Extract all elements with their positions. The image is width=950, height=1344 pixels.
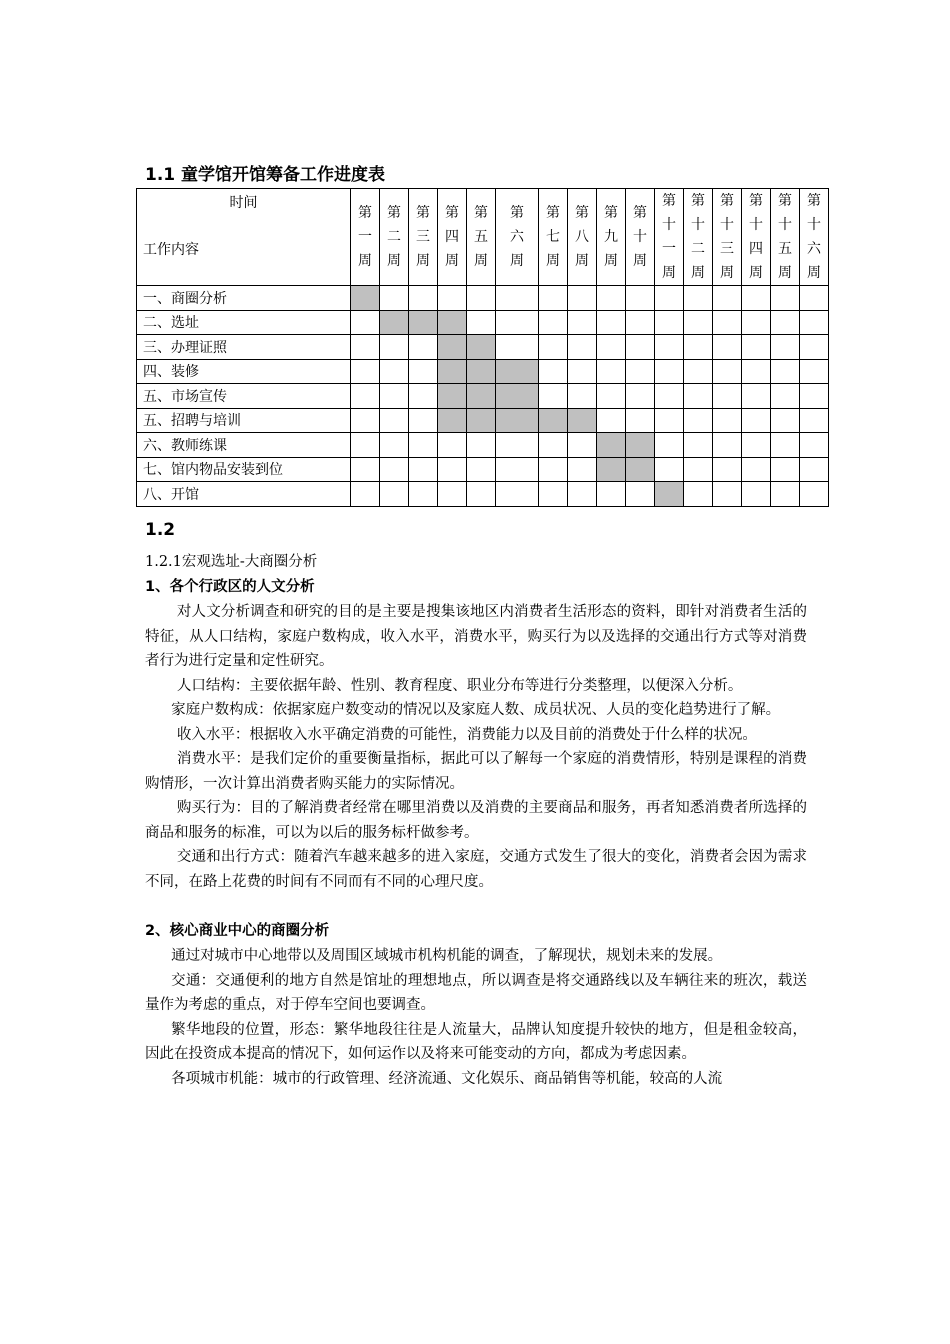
schedule-empty-cell [568,433,597,458]
schedule-bar-cell [467,359,496,384]
schedule-empty-cell [655,335,684,360]
schedule-bar-cell [438,310,467,335]
schedule-empty-cell [742,433,771,458]
task-row [137,286,829,311]
schedule-bar-cell [496,408,539,433]
schedule-empty-cell [409,433,438,458]
week-header-16 [800,189,829,286]
schedule-empty-cell [684,310,713,335]
schedule-empty-cell [496,482,539,507]
schedule-empty-cell [467,457,496,482]
schedule-empty-cell [351,457,380,482]
week-label: 第十五周 [778,193,792,281]
schedule-empty-cell [713,457,742,482]
schedule-empty-cell [380,482,409,507]
task-name: 五、招聘与培训 [137,408,351,433]
schedule-empty-cell [800,457,829,482]
schedule-empty-cell [568,482,597,507]
schedule-bar-cell [409,310,438,335]
schedule-empty-cell [684,384,713,409]
schedule-empty-cell [626,482,655,507]
task-row [137,384,829,409]
paragraph: 家庭户数构成：依据家庭户数变动的情况以及家庭人数、成员状况、人员的变化趋势进行了解。 [171,702,781,718]
task-name: 八、开馆 [137,482,351,507]
schedule-empty-cell [467,433,496,458]
week-header-15 [771,189,800,286]
paragraph: 人口结构：主要依据年龄、性别、教育程度、职业分布等进行分类整理，以便深入分析。 [176,677,743,694]
schedule-empty-cell [380,457,409,482]
schedule-bar-cell [597,433,626,458]
table-header-row [137,189,829,286]
schedule-empty-cell [655,433,684,458]
schedule-empty-cell [713,482,742,507]
week-header-7 [539,189,568,286]
week-label: 第十周 [633,205,647,269]
spacer [145,894,807,919]
week-label: 第三周 [416,205,430,269]
schedule-empty-cell [800,286,829,311]
schedule-empty-cell [409,384,438,409]
schedule-empty-cell [684,433,713,458]
week-label: 第十四周 [749,193,763,281]
schedule-empty-cell [597,359,626,384]
week-header-12 [684,189,713,286]
schedule-empty-cell [742,384,771,409]
schedule-empty-cell [655,286,684,311]
task-row [137,359,829,384]
schedule-empty-cell [539,335,568,360]
week-label: 第十二周 [691,193,705,281]
schedule-empty-cell [684,482,713,507]
schedule-empty-cell [351,335,380,360]
schedule-empty-cell [568,286,597,311]
corner-header-cell [137,189,351,286]
schedule-empty-cell [539,384,568,409]
schedule-empty-cell [771,286,800,311]
schedule-empty-cell [539,310,568,335]
schedule-empty-cell [438,286,467,311]
schedule-empty-cell [684,408,713,433]
task-name: 一、商圈分析 [137,286,351,311]
task-name: 二、选址 [137,310,351,335]
paragraph: 交通和出行方式：随着汽车越来越多的进入家庭，交通方式发生了很大的变化，消费者会因为需求不同，在路上花费的时间有不同而有不同的心理尺度。 [145,849,807,890]
schedule-empty-cell [655,408,684,433]
schedule-empty-cell [539,286,568,311]
schedule-empty-cell [800,335,829,360]
schedule-empty-cell [568,335,597,360]
schedule-empty-cell [771,384,800,409]
task-row [137,433,829,458]
schedule-empty-cell [626,335,655,360]
schedule-empty-cell [626,310,655,335]
part2-heading: 2、核心商业中心的商圈分析 [145,923,330,939]
schedule-empty-cell [684,457,713,482]
schedule-empty-cell [655,457,684,482]
section-heading: 1.2 [145,520,176,540]
week-label: 第六周 [510,205,524,269]
schedule-empty-cell [380,384,409,409]
schedule-bar-cell [438,408,467,433]
schedule-empty-cell [655,359,684,384]
schedule-empty-cell [713,433,742,458]
week-header-1 [351,189,380,286]
week-label: 第七周 [546,205,560,269]
week-header-2 [380,189,409,286]
schedule-bar-cell [351,286,380,311]
schedule-empty-cell [713,359,742,384]
schedule-empty-cell [409,335,438,360]
schedule-empty-cell [496,335,539,360]
schedule-empty-cell [467,482,496,507]
part1-heading: 1、各个行政区的人文分析 [145,579,315,595]
schedule-empty-cell [409,286,438,311]
week-header-4 [438,189,467,286]
paragraph: 通过对城市中心地带以及周围区域城市机构机能的调查，了解现状，规划未来的发展。 [171,948,723,964]
schedule-bar-cell [467,384,496,409]
schedule-empty-cell [467,286,496,311]
task-row [137,482,829,507]
schedule-empty-cell [684,286,713,311]
document-body [145,550,807,1091]
subsection-heading: 1.2.1宏观选址-大商圈分析 [145,554,318,570]
task-row [137,335,829,360]
week-header-6 [496,189,539,286]
schedule-table [136,188,829,507]
schedule-bar-cell [539,408,568,433]
week-label: 第十六周 [807,193,821,281]
schedule-empty-cell [742,310,771,335]
schedule-empty-cell [713,286,742,311]
schedule-empty-cell [771,408,800,433]
week-label: 第一周 [358,205,372,269]
week-header-3 [409,189,438,286]
schedule-empty-cell [496,457,539,482]
paragraph: 收入水平：根据收入水平确定消费的可能性，消费能力以及目前的消费处于什么样的状况。 [176,726,757,743]
week-label: 第五周 [474,205,488,269]
schedule-bar-cell [467,408,496,433]
schedule-bar-cell [438,359,467,384]
schedule-empty-cell [800,359,829,384]
schedule-bar-cell [496,384,539,409]
task-row [137,310,829,335]
schedule-empty-cell [742,286,771,311]
schedule-empty-cell [655,310,684,335]
schedule-empty-cell [597,408,626,433]
paragraph: 交通：交通便利的地方自然是馆址的理想地点，所以调查是将交通路线以及车辆往来的班次，载送量作为考虑的重点，对于停车空间也要调查。 [145,972,807,1013]
schedule-empty-cell [539,457,568,482]
schedule-empty-cell [409,359,438,384]
schedule-empty-cell [742,335,771,360]
schedule-empty-cell [409,457,438,482]
schedule-bar-cell [568,408,597,433]
corner-time-label: 时间 [229,195,258,211]
paragraph: 对人文分析调查和研究的目的是主要是搜集该地区内消费者生活形态的资料，即针对消费者生活的特征，从人口结构，家庭户数构成，收入水平，消费水平，购买行为以及选择的交通出行方式等对消费者行为进行定量和定性研究。 [145,604,807,669]
schedule-title: 1.1 童学馆开馆筹备工作进度表 [145,165,386,185]
schedule-empty-cell [351,482,380,507]
task-name: 三、办理证照 [137,335,351,360]
schedule-empty-cell [626,408,655,433]
week-label: 第九周 [604,205,618,269]
schedule-empty-cell [438,482,467,507]
week-header-14 [742,189,771,286]
task-name: 七、馆内物品安装到位 [137,457,351,482]
paragraph: 消费水平：是我们定价的重要衡量指标，据此可以了解每一个家庭的消费情形，特别是课程的消费购情形，一次计算出消费者购买能力的实际情况。 [145,751,807,792]
week-header-10 [626,189,655,286]
schedule-empty-cell [496,286,539,311]
week-header-11 [655,189,684,286]
task-row [137,408,829,433]
schedule-empty-cell [539,433,568,458]
schedule-bar-cell [597,457,626,482]
week-label: 第二周 [387,205,401,269]
schedule-empty-cell [467,310,496,335]
schedule-empty-cell [539,482,568,507]
schedule-empty-cell [568,310,597,335]
schedule-empty-cell [568,384,597,409]
task-name: 五、市场宣传 [137,384,351,409]
schedule-bar-cell [438,335,467,360]
schedule-empty-cell [568,359,597,384]
schedule-empty-cell [496,310,539,335]
schedule-bar-cell [380,310,409,335]
schedule-empty-cell [655,384,684,409]
schedule-empty-cell [626,359,655,384]
schedule-empty-cell [380,408,409,433]
schedule-empty-cell [684,359,713,384]
schedule-empty-cell [742,408,771,433]
schedule-body [137,286,829,507]
schedule-bar-cell [467,335,496,360]
schedule-empty-cell [438,433,467,458]
schedule-empty-cell [380,433,409,458]
schedule-empty-cell [713,335,742,360]
schedule-empty-cell [684,335,713,360]
schedule-empty-cell [800,384,829,409]
schedule-bar-cell [626,433,655,458]
schedule-empty-cell [713,310,742,335]
schedule-empty-cell [771,433,800,458]
schedule-empty-cell [351,384,380,409]
schedule-empty-cell [771,359,800,384]
schedule-empty-cell [597,310,626,335]
schedule-empty-cell [409,408,438,433]
schedule-empty-cell [771,482,800,507]
schedule-empty-cell [351,408,380,433]
schedule-empty-cell [800,408,829,433]
task-name: 四、装修 [137,359,351,384]
schedule-empty-cell [713,408,742,433]
paragraph: 繁华地段的位置，形态：繁华地段往往是人流量大，品牌认知度提升较快的地方，但是租金较高，因此在投资成本提高的情况下，如何运作以及将来可能变动的方向，都成为考虑因素。 [145,1021,807,1062]
schedule-empty-cell [742,457,771,482]
schedule-empty-cell [626,286,655,311]
corner-content-label: 工作内容 [143,242,199,258]
schedule-empty-cell [742,482,771,507]
schedule-empty-cell [597,482,626,507]
week-label: 第十三周 [720,193,734,281]
schedule-empty-cell [713,384,742,409]
schedule-empty-cell [438,457,467,482]
schedule-empty-cell [380,335,409,360]
schedule-empty-cell [380,359,409,384]
week-label: 第十一周 [662,193,676,281]
schedule-empty-cell [597,384,626,409]
schedule-empty-cell [742,359,771,384]
schedule-empty-cell [771,457,800,482]
schedule-empty-cell [409,482,438,507]
week-label: 第八周 [575,205,589,269]
task-name: 六、教师练课 [137,433,351,458]
schedule-empty-cell [496,433,539,458]
week-header-8 [568,189,597,286]
schedule-empty-cell [800,482,829,507]
schedule-empty-cell [626,384,655,409]
schedule-empty-cell [800,310,829,335]
week-header-5 [467,189,496,286]
task-row [137,457,829,482]
schedule-bar-cell [655,482,684,507]
schedule-empty-cell [771,310,800,335]
schedule-empty-cell [539,359,568,384]
schedule-empty-cell [800,433,829,458]
schedule-empty-cell [568,457,597,482]
paragraph: 购买行为：目的了解消费者经常在哪里消费以及消费的主要商品和服务，再者知悉消费者所选择的商品和服务的标准，可以为以后的服务标杆做参考。 [145,800,807,841]
schedule-empty-cell [351,433,380,458]
schedule-bar-cell [496,359,539,384]
paragraph: 各项城市机能：城市的行政管理、经济流通、文化娱乐、商品销售等机能，较高的人流 [171,1070,723,1087]
schedule-empty-cell [771,335,800,360]
schedule-empty-cell [597,335,626,360]
week-label: 第四周 [445,205,459,269]
week-header-13 [713,189,742,286]
week-header-9 [597,189,626,286]
schedule-empty-cell [351,310,380,335]
schedule-bar-cell [626,457,655,482]
schedule-empty-cell [597,286,626,311]
schedule-empty-cell [380,286,409,311]
schedule-bar-cell [438,384,467,409]
schedule-empty-cell [351,359,380,384]
